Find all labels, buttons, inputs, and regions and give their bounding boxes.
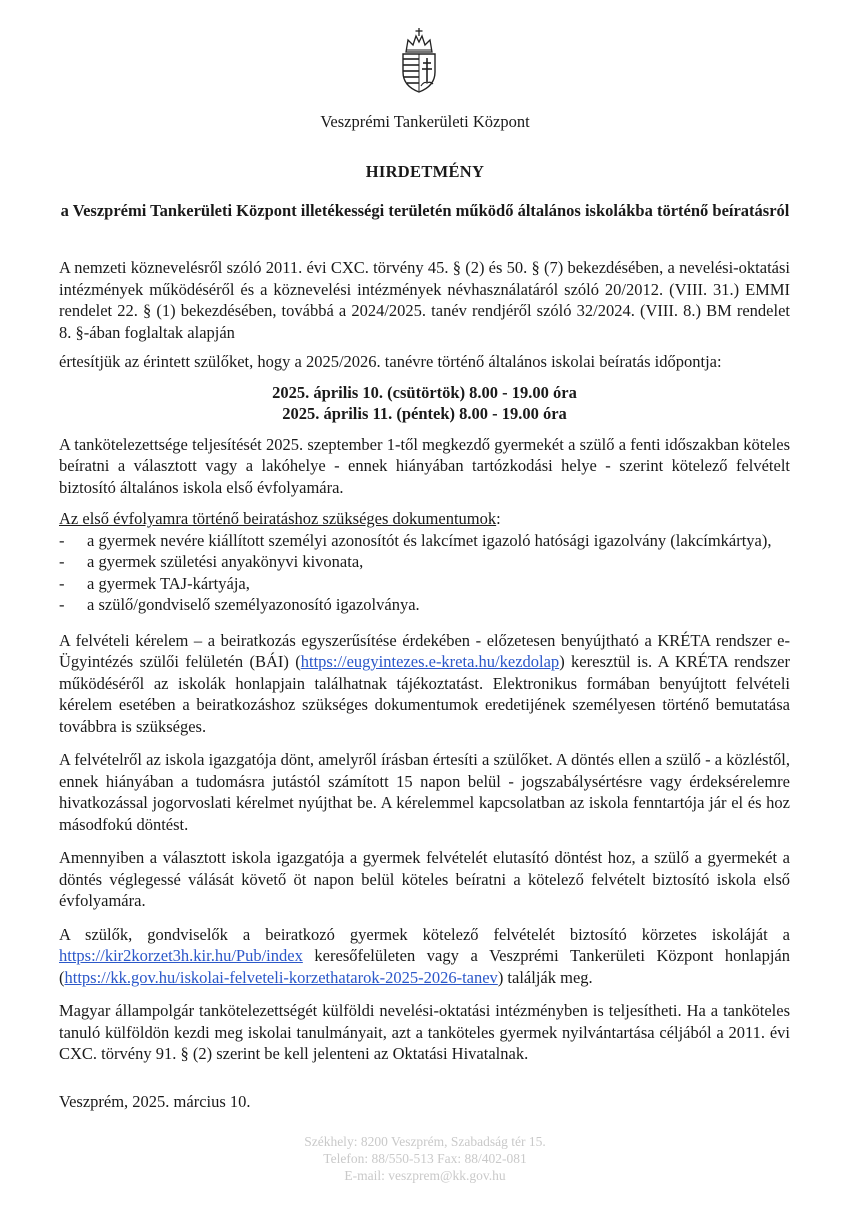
document-body xyxy=(59,257,790,1112)
list-item xyxy=(59,551,790,573)
district-text-end: ) találják meg. xyxy=(497,967,593,987)
abroad-paragraph: Magyar állampolgár tankötelezettségét külföldi nevelési-oktatási intézményben is teljesítheti. Ha a tanköteles tanuló külföldön kezdi meg iskolai tanulmányait, azt a tanköteles gyermek nyilvántartása céljából a 2011. évi CXC. törvény 91. § (2) szerint be kell jelenteni az Oktatási Hivatalnak. xyxy=(59,1001,790,1063)
district-boundaries-link[interactable]: https://kk.gov.hu/iskolai-felveteli-korzethatarok-2025-2026-tanev xyxy=(64,967,498,987)
coat-of-arms-icon xyxy=(396,26,442,94)
documents-heading-text: Az első évfolyamra történő beiratáshoz szükséges dokumentumok xyxy=(59,509,497,528)
documents-heading-colon: : xyxy=(496,509,501,528)
district-text-start: A szülők, gondviselők a beiratkozó gyermek kötelező felvételét biztosító körzetes iskoláját a xyxy=(59,924,790,944)
list-item xyxy=(59,573,790,595)
notice-paragraph: értesítjük az érintett szülőket, hogy a 2025/2026. tanévre történő általános iskolai beíratás időpontja: xyxy=(59,352,722,371)
rejection-paragraph: Amennyiben a választott iskola igazgatója a gyermek felvételét elutasító döntést hoz, a szülő a gyermekét a döntés véglegessé válását követő öt napon belül köteles beíratni a kötelező felvételt biztosító iskola első évfolyamára. xyxy=(59,848,790,910)
document-subtitle: a Veszprémi Tankerületi Központ illetékességi területén működő általános iskolákba történő beíratásról xyxy=(60,201,790,220)
footer-address: Székhely: 8200 Veszprém, Szabadság tér 15. xyxy=(304,1134,546,1149)
list-marker: - xyxy=(59,595,65,614)
legal-basis-paragraph: A nemzeti köznevelésről szóló 2011. évi CXC. törvény 45. § (2) és 50. § (7) bekezdésében, a nevelési-oktatási intézmények működéséről és a köznevelési intézmények névhasználatáról szóló 20/2012. (VIII. 31.) EMMI rendelet 22. § (1) bekezdésében, továbbá a 2024/2025. tanév rendjéről szóló 32/2024. (VIII. 8.) BM rendelet 8. §-ában foglaltak alapján xyxy=(59,258,790,342)
enrollment-date: 2025. április 10. (csütörtök) 8.00 - 19.00 óra xyxy=(272,382,577,402)
list-item xyxy=(59,594,790,616)
documents-list xyxy=(59,530,790,616)
place-and-date: Veszprém, 2025. március 10. xyxy=(59,1091,251,1111)
district-paragraph xyxy=(59,924,790,989)
list-marker: - xyxy=(59,530,65,550)
district-text-middle: keresőfelületen vagy a Veszprémi Tankerületi Központ honlapján ( xyxy=(59,946,790,987)
list-item-text: a gyermek TAJ-kártyája, xyxy=(87,573,250,593)
kreta-text-start: A felvételi kérelem – a beiratkozás egyszerűsítése érdekében - előzetesen benyújtható a KRÉTA rendszer e-Ügyintézés szülői felületén (BÁI) ( xyxy=(59,630,790,671)
organization-name: Veszprémi Tankerületi Központ xyxy=(320,112,530,131)
list-item xyxy=(59,530,790,552)
kreta-text-end: ) keresztül is. A KRÉTA rendszer működéséről az iskolák honlapjain találhatnak tájékoztatást. Elektronikus formában benyújtott felvételi kérelem esetében a beiratkozáshoz szükséges dokumentumok eredetijének személyesen történő bemutatása továbbra is szükséges. xyxy=(59,652,790,736)
list-item-text: a gyermek születési anyakönyvi kivonata, xyxy=(87,552,364,571)
list-item-text: a szülő/gondviselő személyazonosító igazolványa. xyxy=(87,595,420,614)
list-marker: - xyxy=(59,552,65,571)
enrollment-dates xyxy=(59,382,790,424)
enrollment-date: 2025. április 11. (péntek) 8.00 - 19.00 óra xyxy=(282,403,567,423)
decision-paragraph: A felvételről az iskola igazgatója dönt, amelyről írásban értesíti a szülőket. A döntés ellen a szülő - a közléstől, ennek hiányában a tudomásra jutástól számított 15 napon belül - jogszabálysértésre vagy érdeksérelemre hivatkozással jogorvoslati kérelmet nyújthat be. A kérelemmel kapcsolatban az iskola fenntartója jár el és hoz másodfokú döntést. xyxy=(59,750,790,834)
footer xyxy=(0,1133,850,1184)
district-search-link[interactable]: https://kir2korzet3h.kir.hu/Pub/index xyxy=(59,946,303,965)
documents-heading xyxy=(59,508,790,530)
list-marker: - xyxy=(59,573,65,593)
footer-phone-fax: Telefon: 88/550-513 Fax: 88/402-081 xyxy=(323,1151,527,1166)
obligation-paragraph: A tankötelezettsége teljesítését 2025. szeptember 1-től megkezdő gyermekét a szülő a fenti időszakban köteles beíratni a választott vagy a lakóhelye - ennek hiányában tartózkodási helye - szerint kötelező felvételt biztosító általános iskola első évfolyamára. xyxy=(59,434,790,497)
kreta-paragraph xyxy=(59,630,790,738)
footer-email: E-mail: veszprem@kk.gov.hu xyxy=(344,1168,506,1183)
document-title: HIRDETMÉNY xyxy=(365,162,485,181)
kreta-link[interactable]: https://eugyintezes.e-kreta.hu/kezdolap xyxy=(300,652,560,671)
list-item-text: a gyermek nevére kiállított személyi azonosítót és lakcímet igazoló hatósági igazolvány (lakcímkártya), xyxy=(87,530,772,550)
